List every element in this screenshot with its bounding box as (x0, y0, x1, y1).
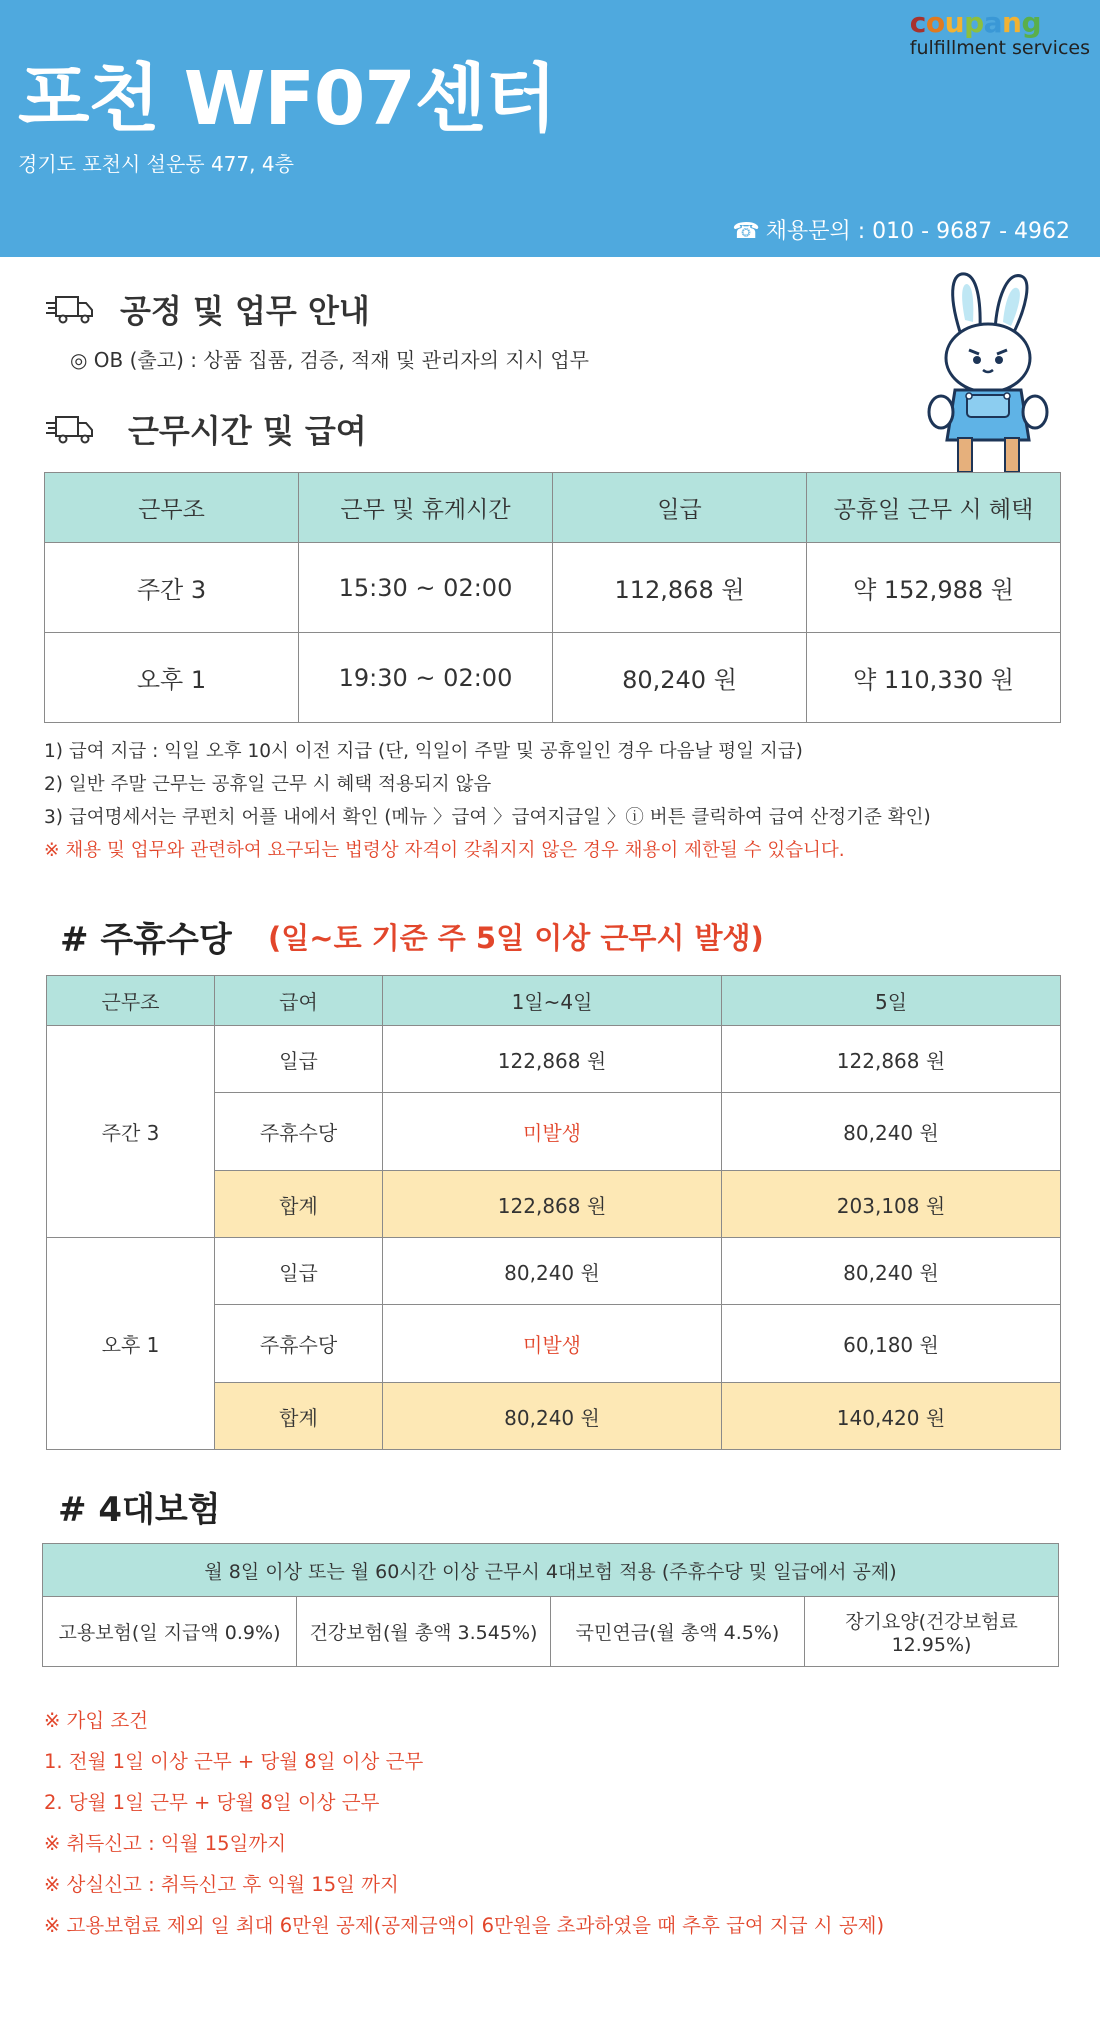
table-row (47, 1238, 1061, 1305)
holiday-pay-cell: 약 110,330 원 (807, 633, 1061, 723)
process-section-title: 공정 및 업무 안내 (120, 292, 370, 330)
insurance-title-text: # 4대보험 (58, 1490, 221, 1530)
column-header: 1일~4일 (383, 976, 722, 1026)
logo-letter: g (1021, 6, 1041, 39)
table-row (43, 1597, 1059, 1667)
table-row (47, 1026, 1061, 1093)
logo-letter: o (925, 6, 945, 39)
shift-cell: 오후 1 (47, 1238, 215, 1450)
logo-subtitle: fulfillment services (909, 37, 1090, 59)
value-cell: 80,240 원 (722, 1238, 1061, 1305)
center-address: 경기도 포천시 설운동 477, 4층 (18, 152, 294, 176)
value-cell: 122,868 원 (383, 1026, 722, 1093)
value-cell: 80,240 원 (722, 1093, 1061, 1171)
column-header: 급여 (215, 976, 383, 1026)
logo-letter: c (909, 6, 926, 39)
logo-letter: a (983, 6, 1003, 39)
logo-letter: p (964, 6, 984, 39)
condition-line: ※ 고용보험료 제외 일 최대 6만원 공제(공제금액이 6만원을 초과하였을 때 추후 급여 지급 시 공제) (44, 1914, 885, 1937)
weekly-allowance-table (46, 975, 1061, 1450)
hours-cell: 15:30 ~ 02:00 (299, 543, 553, 633)
coupang-logo (910, 6, 1090, 59)
recruit-contact (732, 214, 1070, 245)
condition-line: ※ 취득신고 : 익월 15일까지 (44, 1832, 287, 1855)
hours-pay-table (44, 472, 1061, 723)
total-cell: 80,240 원 (383, 1383, 722, 1450)
value-cell: 미발생 (383, 1305, 722, 1383)
logo-letter: u (944, 6, 965, 39)
condition-line: 2. 당월 1일 근무 + 당월 8일 이상 근무 (44, 1791, 380, 1814)
table-header-row (43, 1544, 1059, 1597)
pay-type-cell: 일급 (215, 1238, 383, 1305)
column-header: 근무조 (47, 976, 215, 1026)
table-header-row (47, 976, 1061, 1026)
contact-text: 채용문의 : 010 - 9687 - 4962 (765, 219, 1070, 244)
daily-pay-cell: 80,240 원 (553, 633, 807, 723)
column-header: 일급 (553, 473, 807, 543)
pay-type-cell: 주휴수당 (215, 1305, 383, 1383)
table-header-row (45, 473, 1061, 543)
process-section-heading (46, 286, 370, 332)
pay-type-cell: 합계 (215, 1383, 383, 1450)
table-row (45, 633, 1061, 723)
value-cell: 60,180 원 (722, 1305, 1061, 1383)
delivery-truck-icon (46, 294, 94, 324)
column-header: 5일 (722, 976, 1061, 1026)
weekly-allowance-subtitle: (일~토 기준 주 5일 이상 근무시 발생) (268, 921, 764, 955)
table-row (45, 543, 1061, 633)
note-warning: ※ 채용 및 업무와 관련하여 요구되는 법령상 자격이 갖춰지지 않은 경우 채용이 제한될 수 있습니다. (44, 840, 845, 861)
hours-section-title: 근무시간 및 급여 (128, 412, 367, 450)
value-cell: 미발생 (383, 1093, 722, 1171)
pay-notes (44, 735, 931, 867)
total-cell: 203,108 원 (722, 1171, 1061, 1238)
column-header: 공휴일 근무 시 혜택 (807, 473, 1061, 543)
insurance-title (58, 1482, 221, 1531)
shift-cell: 주간 3 (45, 543, 299, 633)
value-cell: 80,240 원 (383, 1238, 722, 1305)
rabbit-mascot (925, 270, 1055, 475)
logo-letter: n (1002, 6, 1022, 39)
insurance-item: 국민연금(월 총액 4.5%) (551, 1597, 805, 1667)
value-cell: 122,868 원 (722, 1026, 1061, 1093)
delivery-truck-icon (46, 414, 94, 444)
condition-line: ※ 상실신고 : 취득신고 후 익월 15일 까지 (44, 1873, 399, 1896)
total-cell: 140,420 원 (722, 1383, 1061, 1450)
condition-line: 1. 전월 1일 이상 근무 + 당월 8일 이상 근무 (44, 1750, 424, 1773)
page-title: 포천 WF07센터 (18, 56, 556, 142)
hours-section-heading (46, 406, 367, 452)
insurance-item: 고용보험(일 지급액 0.9%) (43, 1597, 297, 1667)
pay-type-cell: 일급 (215, 1026, 383, 1093)
shift-cell: 오후 1 (45, 633, 299, 723)
column-header: 근무 및 휴게시간 (299, 473, 553, 543)
note-line: 1) 급여 지급 : 익일 오후 10시 이전 지급 (단, 익일이 주말 및 공휴일인 경우 다음날 평일 지급) (44, 741, 803, 762)
shift-cell: 주간 3 (47, 1026, 215, 1238)
enrollment-conditions (44, 1700, 884, 1946)
insurance-header: 월 8일 이상 또는 월 60시간 이상 근무시 4대보험 적용 (주휴수당 및 일급에서 공제) (43, 1544, 1059, 1597)
weekly-title-text: # 주휴수당 (60, 920, 232, 960)
column-header: 근무조 (45, 473, 299, 543)
daily-pay-cell: 112,868 원 (553, 543, 807, 633)
note-line: 2) 일반 주말 근무는 공휴일 근무 시 혜택 적용되지 않음 (44, 774, 492, 795)
holiday-pay-cell: 약 152,988 원 (807, 543, 1061, 633)
pay-type-cell: 주휴수당 (215, 1093, 383, 1171)
pay-type-cell: 합계 (215, 1171, 383, 1238)
weekly-allowance-title (60, 912, 232, 961)
total-cell: 122,868 원 (383, 1171, 722, 1238)
phone-icon: ☎ (732, 219, 760, 244)
hours-cell: 19:30 ~ 02:00 (299, 633, 553, 723)
ob-description: ◎ OB (출고) : 상품 집품, 검증, 적재 및 관리자의 지시 업무 (70, 348, 589, 372)
insurance-item: 장기요양(건강보험료 12.95%) (805, 1597, 1059, 1667)
insurance-item: 건강보험(월 총액 3.545%) (297, 1597, 551, 1667)
condition-line: ※ 가입 조건 (44, 1709, 149, 1732)
note-line: 3) 급여명세서는 쿠펀치 어플 내에서 확인 (메뉴 〉급여 〉급여지급일 〉ⓘ 버튼 클릭하여 급여 산정기준 확인) (44, 807, 931, 828)
logo-wordmark (910, 6, 1090, 39)
header-banner (0, 0, 1100, 257)
insurance-table (42, 1543, 1059, 1667)
